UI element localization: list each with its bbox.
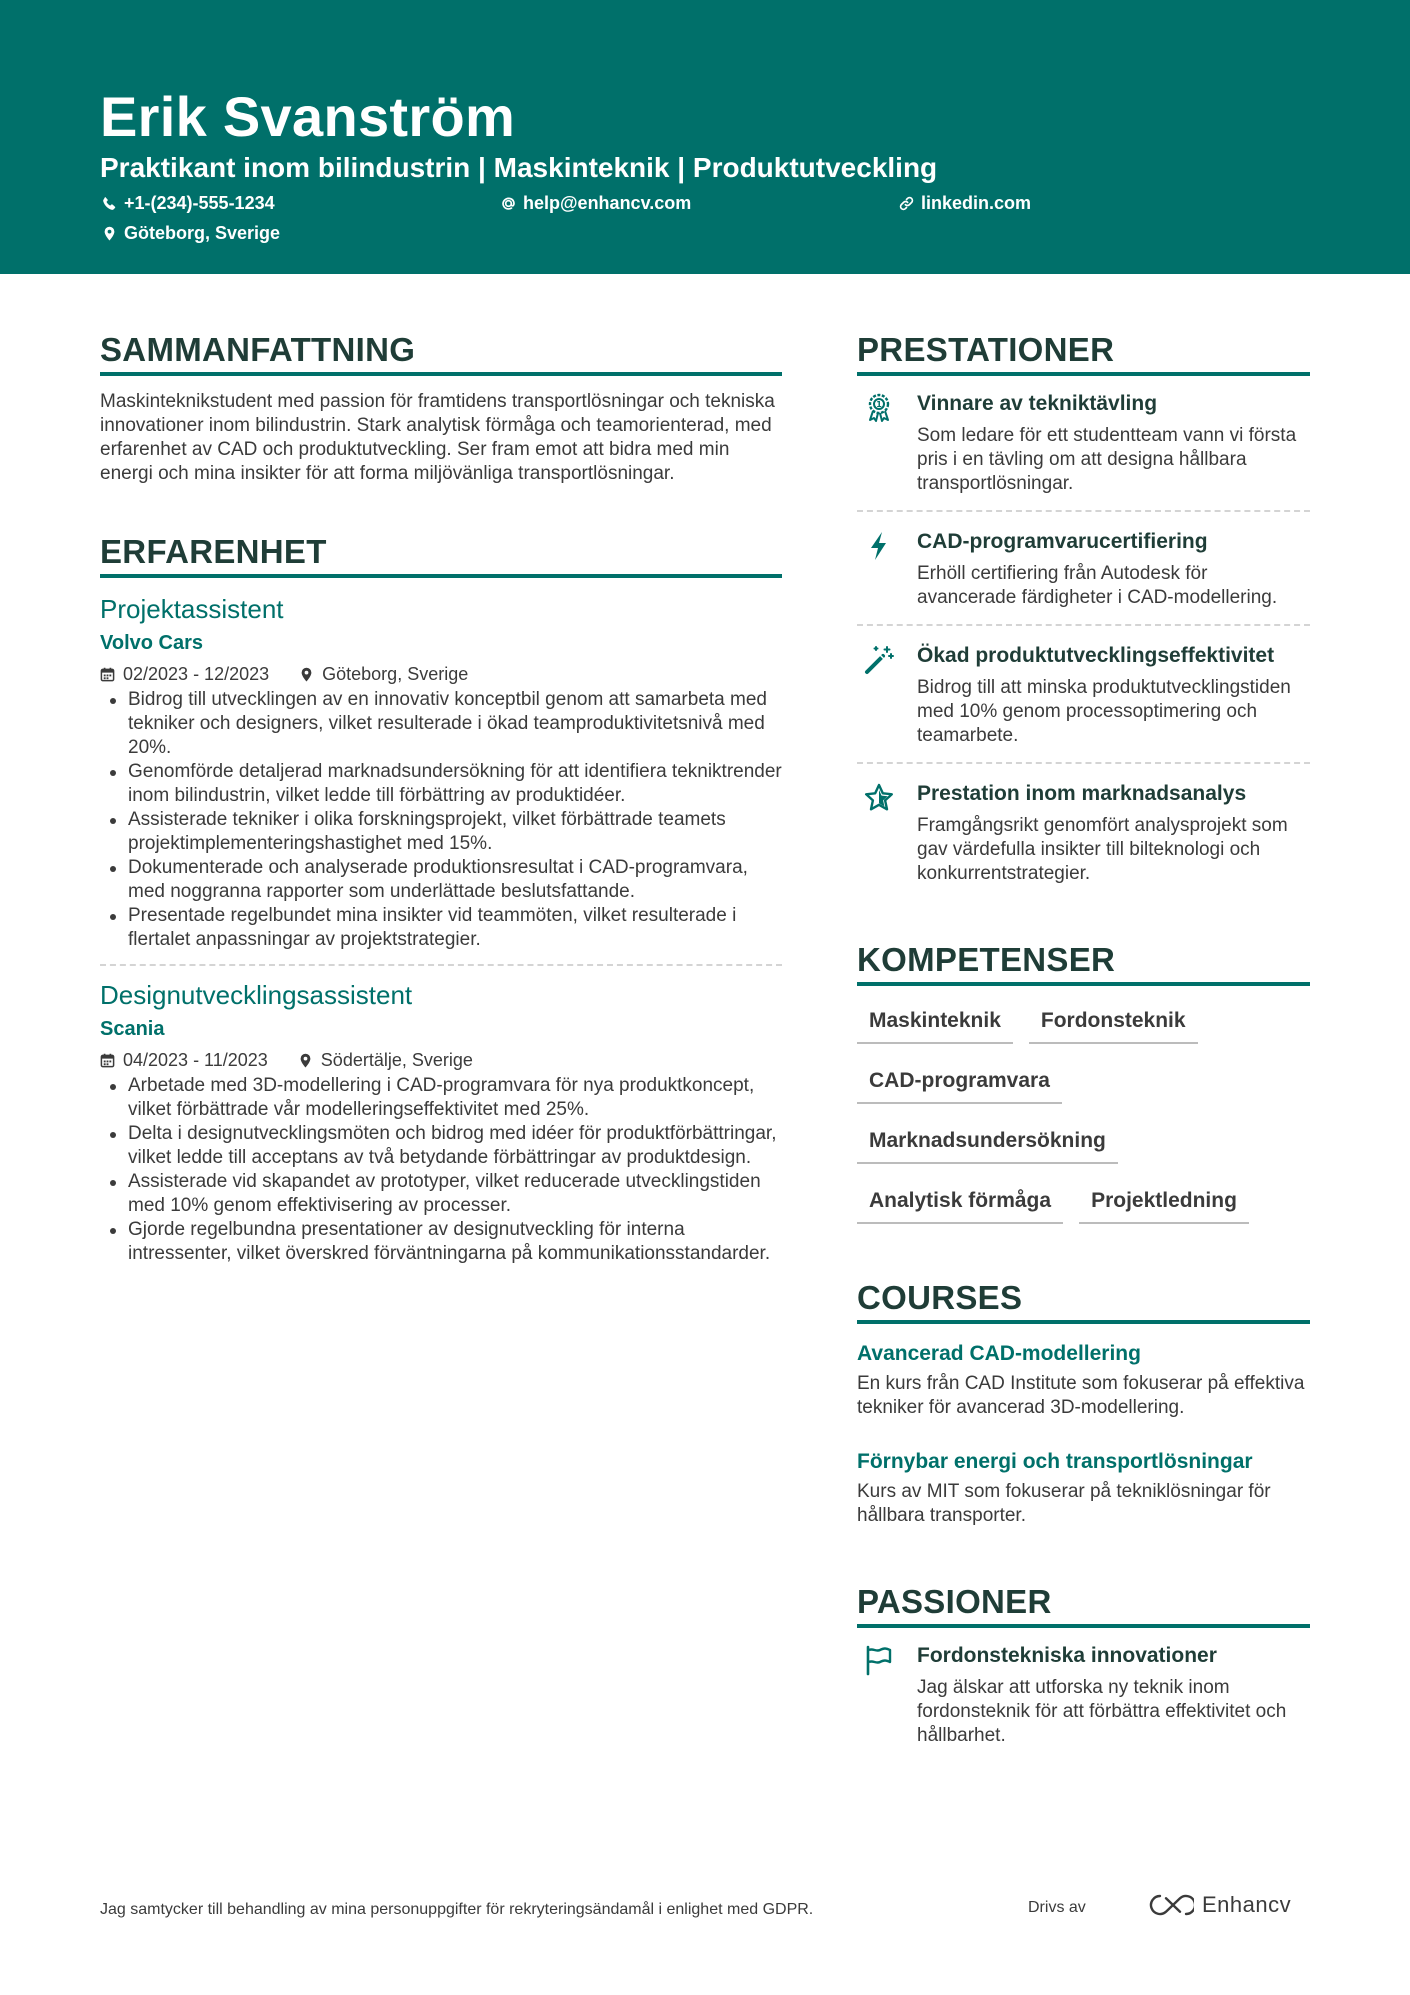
email-text: help@enhancv.com xyxy=(523,193,692,213)
calendar-icon xyxy=(100,667,115,682)
skill-chip: Fordonsteknik xyxy=(1029,1008,1198,1044)
achievements-title: PRESTATIONER xyxy=(857,330,1310,376)
skill-chip: Analytisk förmåga xyxy=(857,1188,1063,1224)
star-icon xyxy=(863,782,895,814)
achievement-text: Bidrog till att minska produktutvecklingstiden med 10% genom processoptimering och teamarbete. xyxy=(917,677,1291,746)
phone-icon xyxy=(102,196,117,211)
achievement-item xyxy=(857,764,1310,900)
lightning-icon xyxy=(863,530,895,562)
right-column xyxy=(857,330,1310,1762)
course-title: Avancerad CAD-modellering xyxy=(857,1342,1141,1365)
contact-email[interactable] xyxy=(501,191,691,215)
passions-title: PASSIONER xyxy=(857,1582,1310,1628)
course-text: En kurs från CAD Institute som fokuserar på effektiva tekniker för avancerad 3D-modellering. xyxy=(857,1373,1305,1418)
course-text: Kurs av MIT som fokuserar på tekniklösningar för hållbara transporter. xyxy=(857,1481,1271,1526)
job-role: Designutvecklingsassistent xyxy=(100,980,413,1010)
skill-chip: Projektledning xyxy=(1079,1188,1249,1224)
achievement-text: Som ledare för ett studentteam vann vi första pris i en tävling om att designa hållbara transportlösningar. xyxy=(917,425,1297,494)
job-dates: 04/2023 - 11/2023 xyxy=(123,1050,268,1070)
magic-wand-icon xyxy=(863,644,895,676)
contact-linkedin[interactable] xyxy=(899,191,1031,215)
bullet-item: Presentade regelbundet mina insikter vid teammöten, vilket resulterade i flertalet anpassningar av projektstrategier. xyxy=(100,904,782,952)
enhancv-logo-icon xyxy=(1146,1892,1194,1918)
job-role: Projektassistent xyxy=(100,594,284,624)
bullet-item: Assisterade vid skapandet av prototyper, vilket reducerade utvecklingstiden med 10% genom effektivisering av processer. xyxy=(100,1170,782,1218)
courses-title: COURSES xyxy=(857,1278,1310,1324)
achievement-title: Vinnare av tekniktävling xyxy=(917,392,1158,415)
job-company: Volvo Cars xyxy=(100,632,203,654)
job-meta xyxy=(100,1048,782,1072)
achievement-text: Framgångsrikt genomfört analysprojekt som gav värdefulla insikter till bilteknologi och konkurrentstrategier. xyxy=(917,815,1288,884)
job-divider xyxy=(100,964,782,966)
skill-chip: Marknadsundersökning xyxy=(857,1128,1118,1164)
skill-chip: CAD-programvara xyxy=(857,1068,1062,1104)
job-bullets xyxy=(100,1074,782,1266)
passion-item xyxy=(857,1628,1310,1762)
bullet-item: Arbetade med 3D-modellering i CAD-programvara för nya produktkoncept, vilket förbättrade vår modelleringseffektivitet med 25%. xyxy=(100,1074,782,1122)
achievement-item xyxy=(857,626,1310,762)
achievement-title: Prestation inom marknadsanalys xyxy=(917,782,1247,805)
passion-text: Jag älskar att utforska ny teknik inom fordonsteknik för att förbättra effektivitet och hållbarhet. xyxy=(917,1677,1287,1746)
enhancv-logo-text: Enhancv xyxy=(1202,1892,1292,1917)
course-item xyxy=(857,1448,1310,1528)
resume-header xyxy=(0,0,1410,274)
job-bullets xyxy=(100,688,782,952)
bullet-item: Genomförde detaljerad marknadsundersökning för att identifiera tekniktrender inom bilindustrin, vilket ledde till förbättring av produktidéer. xyxy=(100,760,782,808)
left-column xyxy=(100,330,782,1266)
location-pin-icon xyxy=(298,1053,313,1068)
location-text: Göteborg, Sverige xyxy=(124,223,281,243)
course-title: Förnybar energi och transportlösningar xyxy=(857,1450,1253,1473)
powered-by-label: Drivs av xyxy=(1028,1899,1086,1916)
job-meta xyxy=(100,662,782,686)
job-dates: 02/2023 - 12/2023 xyxy=(123,664,270,684)
bullet-item: Delta i designutvecklingsmöten och bidrog med idéer för produktförbättringar, vilket ledde till acceptans av två betydande förbättringar av produktdesign. xyxy=(100,1122,782,1170)
job-entry xyxy=(100,978,782,1266)
achievement-item xyxy=(857,376,1310,510)
contact-phone[interactable] xyxy=(102,191,275,215)
skill-chip: Maskinteknik xyxy=(857,1008,1013,1044)
summary-text: Maskinteknikstudent med passion för framtidens transportlösningar och tekniska innovationer inom bilindustrin. Stark analytisk förmåga och teamorienterad, med erfarenhet av CAD och produktutveckling. Ser fram emot att bidra med min energi och mina insikter för att forma miljövänliga transportlösningar. xyxy=(100,391,775,484)
link-icon xyxy=(899,196,914,211)
achievement-title: Ökad produktutvecklingseffektivitet xyxy=(917,644,1275,667)
skills-list xyxy=(857,1008,1310,1224)
gdpr-consent: Jag samtycker till behandling av mina personuppgifter för rekryteringsändamål i enlighet med GDPR. xyxy=(100,1901,814,1918)
flag-icon xyxy=(863,1644,895,1676)
summary-title: SAMMANFATTNING xyxy=(100,330,782,376)
candidate-name: Erik Svanström xyxy=(100,85,516,148)
headline: Praktikant inom bilindustrin | Maskinteknik | Produktutveckling xyxy=(100,152,938,183)
phone-text: +1-(234)-555-1234 xyxy=(124,193,275,213)
job-location: Södertälje, Sverige xyxy=(320,1050,473,1070)
bullet-item: Bidrog till utvecklingen av en innovativ konceptbil genom att samarbeta med tekniker och designers, vilket resulterade i ökad teamproduktivitetsnivå med 20%. xyxy=(100,688,782,760)
award-icon xyxy=(863,392,895,424)
job-company: Scania xyxy=(100,1018,165,1040)
job-location: Göteborg, Sverige xyxy=(322,664,469,684)
at-icon xyxy=(501,196,516,211)
achievement-text: Erhöll certifiering från Autodesk för avancerade färdigheter i CAD-modellering. xyxy=(917,563,1278,608)
job-entry xyxy=(100,592,782,964)
linkedin-text: linkedin.com xyxy=(921,193,1032,213)
location-pin-icon xyxy=(102,226,117,241)
location-pin-icon xyxy=(299,667,314,682)
svg-text:1: 1 xyxy=(876,400,882,409)
passion-title: Fordonstekniska innovationer xyxy=(917,1644,1217,1667)
achievement-title: CAD-programvarucertifiering xyxy=(917,530,1208,553)
contact-location xyxy=(102,221,280,245)
calendar-icon xyxy=(100,1053,115,1068)
bullet-item: Assisterade tekniker i olika forskningsprojekt, vilket förbättrade teamets projektimplementeringshastighet med 15%. xyxy=(100,808,782,856)
course-item xyxy=(857,1340,1310,1420)
skills-title: KOMPETENSER xyxy=(857,940,1310,986)
bullet-item: Dokumenterade och analyserade produktionsresultat i CAD-programvara, med noggranna rapporter som underlättade beslutsfattande. xyxy=(100,856,782,904)
enhancv-logo[interactable] xyxy=(1146,1892,1291,1918)
bullet-item: Gjorde regelbundna presentationer av designutveckling för interna intressenter, vilket överskred förväntningarna på kommunikationsstandarder. xyxy=(100,1218,782,1266)
experience-title: ERFARENHET xyxy=(100,532,782,578)
achievement-item xyxy=(857,512,1310,624)
